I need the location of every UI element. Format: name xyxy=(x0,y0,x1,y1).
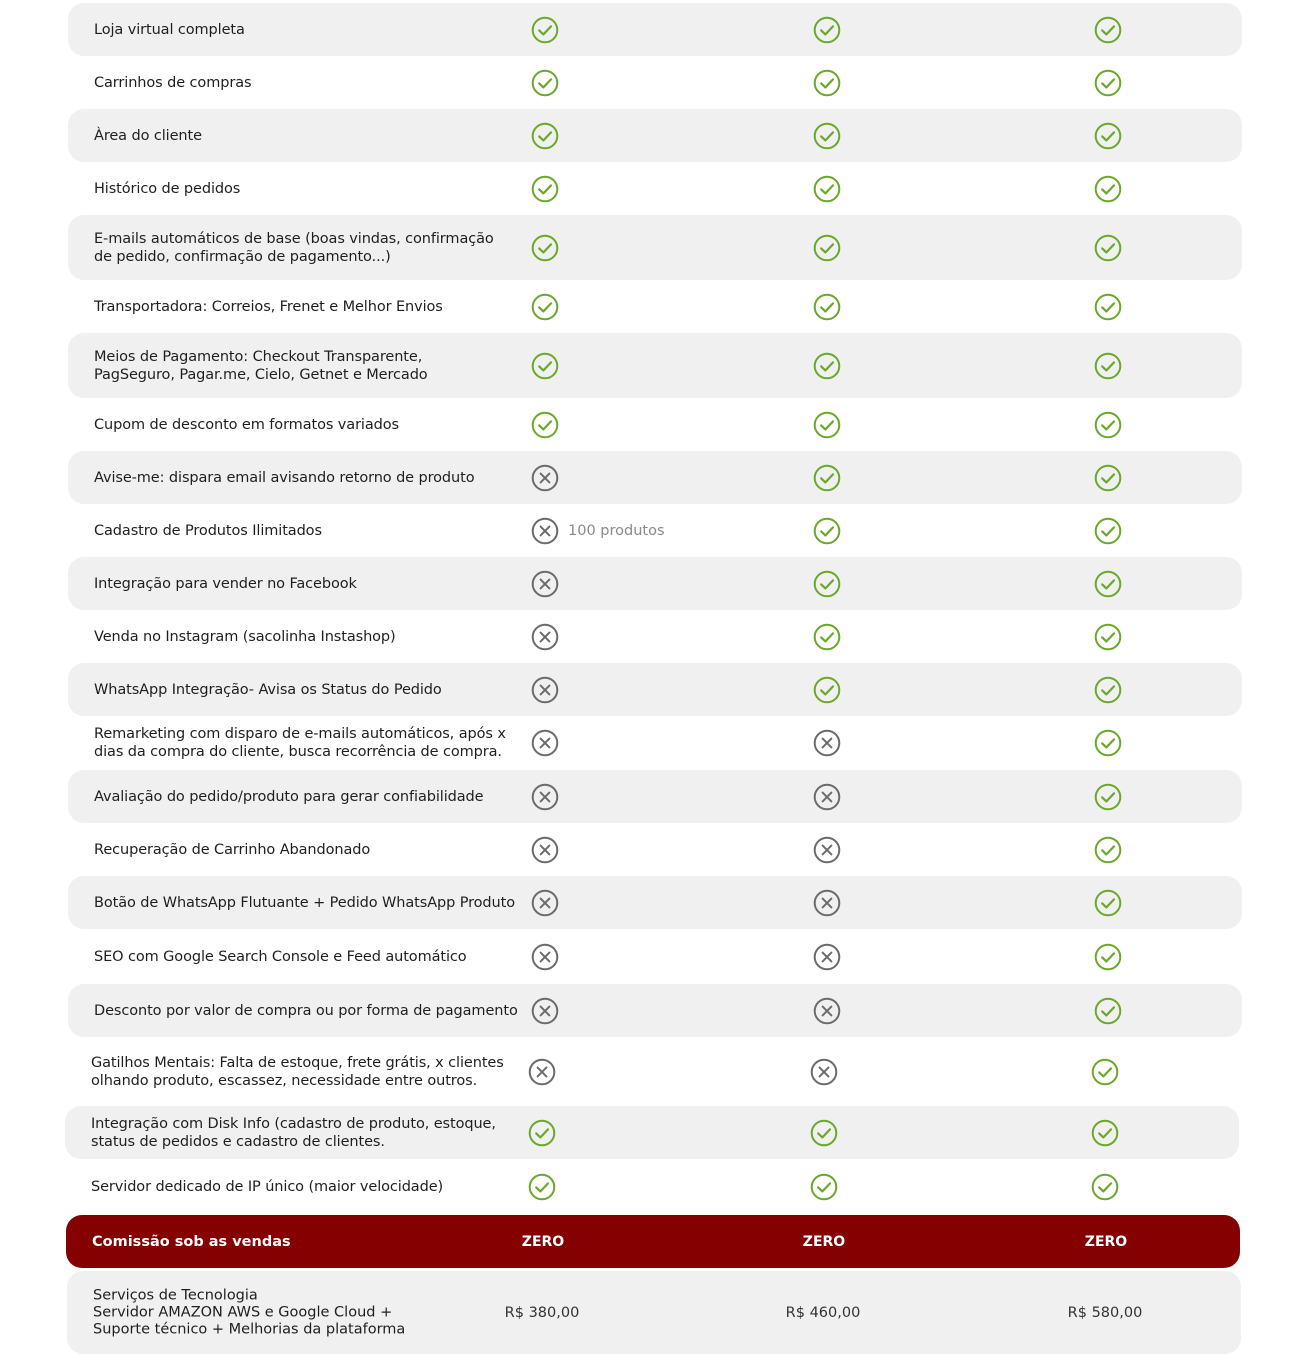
check-icon xyxy=(531,122,559,150)
cross-icon xyxy=(813,729,841,757)
feature-label: Histórico de pedidos xyxy=(94,180,241,197)
check-icon xyxy=(810,1173,838,1201)
check-icon xyxy=(531,69,559,97)
feature-label: Venda no Instagram (sacolinha Instashop) xyxy=(94,628,396,645)
feature-row xyxy=(68,451,1242,504)
check-icon xyxy=(1091,1173,1119,1201)
check-icon xyxy=(1094,234,1122,262)
cross-icon xyxy=(810,1058,838,1086)
feature-label: Cupom de desconto em formatos variados xyxy=(94,416,399,433)
cross-icon xyxy=(531,943,559,971)
check-icon xyxy=(1094,783,1122,811)
cross-icon xyxy=(531,997,559,1025)
feature-label: Integração com Disk Info (cadastro de produto, estoque, status de pedidos e cadastro de clientes. xyxy=(91,1115,496,1150)
feature-row xyxy=(68,716,1242,770)
check-icon xyxy=(1094,836,1122,864)
check-icon xyxy=(1094,69,1122,97)
feature-label: Recuperação de Carrinho Abandonado xyxy=(94,841,371,858)
feature-row xyxy=(68,876,1242,929)
check-icon xyxy=(1094,16,1122,44)
feature-label: Gatilhos Mentais: Falta de estoque, frete grátis, x clientes olhando produto, escassez, necessidade entre outros. xyxy=(91,1054,504,1089)
feature-label: Avise-me: dispara email avisando retorno de produto xyxy=(94,469,475,486)
check-icon xyxy=(813,69,841,97)
feature-row xyxy=(68,333,1242,398)
feature-label: Avaliação do pedido/produto para gerar confiabilidade xyxy=(94,788,484,805)
check-icon xyxy=(1091,1119,1119,1147)
cross-icon xyxy=(531,623,559,651)
feature-row xyxy=(68,557,1242,610)
cross-icon xyxy=(531,570,559,598)
feature-label: Carrinhos de compras xyxy=(94,74,252,91)
check-icon xyxy=(813,570,841,598)
feature-row xyxy=(68,280,1242,333)
check-icon xyxy=(531,293,559,321)
check-icon xyxy=(1094,676,1122,704)
feature-row xyxy=(68,109,1242,162)
check-icon xyxy=(1094,623,1122,651)
commission-plan-2: ZERO xyxy=(802,1233,846,1250)
check-icon xyxy=(531,234,559,262)
check-icon xyxy=(1091,1058,1119,1086)
commission-label: Comissão sob as vendas xyxy=(92,1233,291,1250)
feature-label: WhatsApp Integração- Avisa os Status do Pedido xyxy=(94,681,442,698)
check-icon xyxy=(813,16,841,44)
check-icon xyxy=(813,676,841,704)
feature-label: Loja virtual completa xyxy=(94,21,245,38)
commission-row xyxy=(66,1215,1240,1268)
check-icon xyxy=(1094,122,1122,150)
services-price-row xyxy=(67,1271,1241,1354)
feature-row xyxy=(68,984,1242,1037)
feature-row xyxy=(68,56,1242,109)
feature-row xyxy=(65,1037,1239,1106)
check-icon xyxy=(1094,729,1122,757)
feature-label: Meios de Pagamento: Checkout Transparente, PagSeguro, Pagar.me, Cielo, Getnet e Mercado xyxy=(94,348,428,383)
check-icon xyxy=(1094,175,1122,203)
feature-label: Integração para vender no Facebook xyxy=(94,575,357,592)
check-icon xyxy=(1094,997,1122,1025)
feature-row xyxy=(68,929,1242,984)
feature-label: Cadastro de Produtos Ilimitados xyxy=(94,522,322,539)
check-icon xyxy=(813,175,841,203)
services-label: Serviços de Tecnologia Servidor AMAZON AWS e Google Cloud + Suporte técnico + Melhorias da plataforma xyxy=(93,1287,406,1337)
cross-icon xyxy=(531,889,559,917)
feature-label: SEO com Google Search Console e Feed automático xyxy=(94,948,467,965)
feature-label: Servidor dedicado de IP único (maior velocidade) xyxy=(91,1179,444,1195)
feature-row xyxy=(68,610,1242,663)
cross-icon xyxy=(531,836,559,864)
feature-label: Àrea do cliente xyxy=(94,127,202,144)
check-icon xyxy=(813,411,841,439)
feature-label: Remarketing com disparo de e-mails automáticos, após x dias da compra do cliente, busca recorrência de compra. xyxy=(94,726,506,760)
check-icon xyxy=(813,464,841,492)
commission-plan-1: ZERO xyxy=(521,1233,565,1250)
feature-row xyxy=(68,770,1242,823)
check-icon xyxy=(810,1119,838,1147)
check-icon xyxy=(531,352,559,380)
cross-icon xyxy=(531,464,559,492)
feature-row xyxy=(68,823,1242,876)
price-plan-1: R$ 380,00 xyxy=(504,1304,580,1321)
cross-icon xyxy=(813,836,841,864)
cross-icon xyxy=(813,889,841,917)
cross-icon xyxy=(813,943,841,971)
cross-icon xyxy=(528,1058,556,1086)
feature-row xyxy=(65,1159,1239,1215)
check-icon xyxy=(813,293,841,321)
check-icon xyxy=(1094,943,1122,971)
feature-label: Botão de WhatsApp Flutuante + Pedido WhatsApp Produto xyxy=(94,894,515,911)
price-plan-2: R$ 460,00 xyxy=(785,1304,861,1321)
check-icon xyxy=(1094,570,1122,598)
feature-label: Transportadora: Correios, Frenet e Melhor Envios xyxy=(94,298,443,315)
feature-row xyxy=(68,162,1242,215)
feature-row xyxy=(68,215,1242,280)
check-icon xyxy=(1094,352,1122,380)
feature-row xyxy=(65,1106,1239,1159)
check-icon xyxy=(1094,889,1122,917)
feature-label: Desconto por valor de compra ou por forma de pagamento xyxy=(94,1002,518,1019)
feature-row xyxy=(68,398,1242,451)
feature-row xyxy=(68,663,1242,716)
feature-row xyxy=(68,3,1242,56)
check-icon xyxy=(1094,517,1122,545)
check-icon xyxy=(531,411,559,439)
cross-icon xyxy=(813,997,841,1025)
check-icon xyxy=(528,1173,556,1201)
cross-icon xyxy=(531,676,559,704)
cross-icon xyxy=(531,729,559,757)
check-icon xyxy=(813,517,841,545)
check-icon xyxy=(813,122,841,150)
cross-icon xyxy=(531,783,559,811)
cross-icon xyxy=(531,517,559,545)
price-plan-3: R$ 580,00 xyxy=(1067,1304,1143,1321)
check-icon xyxy=(813,234,841,262)
check-icon xyxy=(531,175,559,203)
check-icon xyxy=(813,623,841,651)
check-icon xyxy=(1094,293,1122,321)
plan-limit-note: 100 produtos xyxy=(568,522,665,539)
cross-icon xyxy=(813,783,841,811)
check-icon xyxy=(1094,464,1122,492)
check-icon xyxy=(531,16,559,44)
check-icon xyxy=(813,352,841,380)
check-icon xyxy=(1094,411,1122,439)
commission-plan-3: ZERO xyxy=(1084,1233,1128,1250)
feature-label: E-mails automáticos de base (boas vindas, confirmação de pedido, confirmação de pagamento...) xyxy=(94,230,494,265)
feature-row xyxy=(68,504,1242,557)
check-icon xyxy=(528,1119,556,1147)
